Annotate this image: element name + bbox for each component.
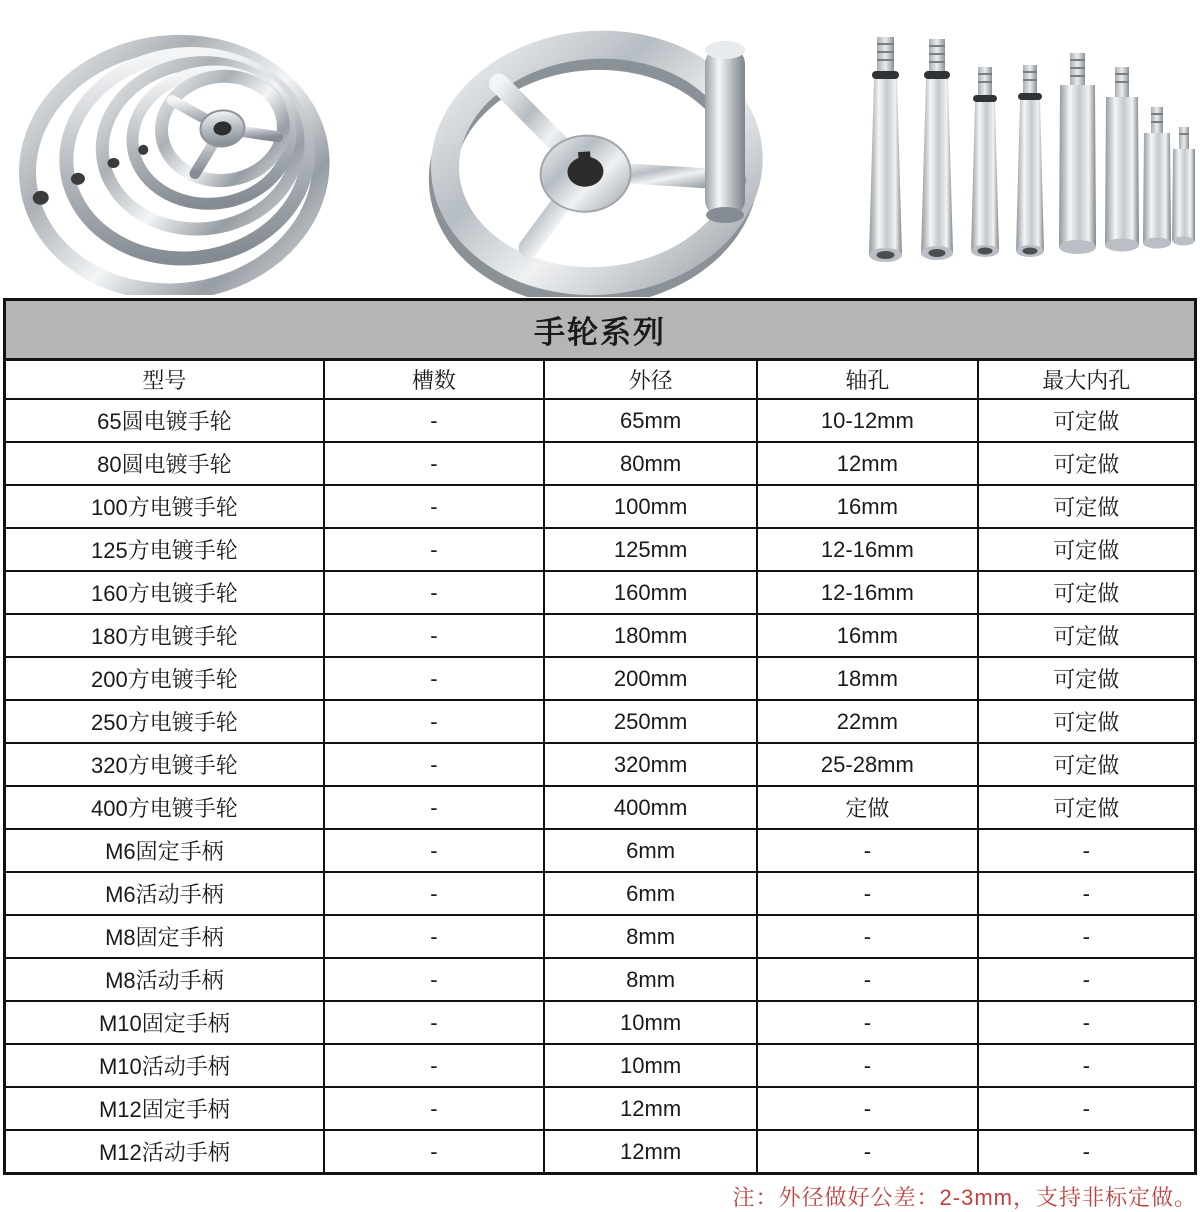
table-cell: - — [757, 1044, 977, 1087]
table-row — [5, 614, 1196, 657]
table-cell: 180方电镀手轮 — [5, 614, 324, 657]
column-header-shaft-hole: 轴孔 — [757, 360, 977, 400]
table-row — [5, 571, 1196, 614]
table-row — [5, 657, 1196, 700]
column-header-model: 型号 — [5, 360, 324, 400]
table-cell: 定做 — [757, 786, 977, 829]
table-cell: 可定做 — [978, 399, 1196, 442]
table-cell: - — [757, 958, 977, 1001]
table-cell: 12-16mm — [757, 528, 977, 571]
table-row — [5, 872, 1196, 915]
table-cell: M8固定手柄 — [5, 915, 324, 958]
table-row — [5, 958, 1196, 1001]
handle-1 — [869, 37, 902, 262]
table-cell: - — [324, 1130, 544, 1174]
table-cell: - — [324, 915, 544, 958]
table-cell: - — [324, 829, 544, 872]
table-cell: 可定做 — [978, 743, 1196, 786]
table-cell: 25-28mm — [757, 743, 977, 786]
table-cell: 65圆电镀手轮 — [5, 399, 324, 442]
table-cell: - — [978, 1087, 1196, 1130]
table-cell: - — [324, 571, 544, 614]
table-cell: - — [324, 786, 544, 829]
table-cell: - — [978, 958, 1196, 1001]
table-cell: 125方电镀手轮 — [5, 528, 324, 571]
table-row — [5, 399, 1196, 442]
table-cell: - — [978, 1001, 1196, 1044]
table-cell: 180mm — [544, 614, 757, 657]
table-cell: 8mm — [544, 958, 757, 1001]
table-cell: 65mm — [544, 399, 757, 442]
table-cell: 320方电镀手轮 — [5, 743, 324, 786]
handle-5 — [1059, 53, 1096, 254]
table-row — [5, 1087, 1196, 1130]
table-cell: 16mm — [757, 614, 977, 657]
table-cell: M10固定手柄 — [5, 1001, 324, 1044]
spec-table-body — [5, 399, 1196, 1174]
table-cell: 可定做 — [978, 614, 1196, 657]
table-cell: 18mm — [757, 657, 977, 700]
table-cell: 8mm — [544, 915, 757, 958]
handle-7 — [1143, 107, 1171, 249]
table-cell: 22mm — [757, 700, 977, 743]
table-cell: 可定做 — [978, 786, 1196, 829]
handwheel-stack-image — [15, 15, 345, 295]
table-cell: - — [757, 829, 977, 872]
table-row — [5, 743, 1196, 786]
table-cell: - — [324, 1087, 544, 1130]
table-cell: - — [324, 399, 544, 442]
handwheel-with-handle-image — [405, 5, 795, 297]
table-cell: - — [324, 528, 544, 571]
table-cell: 250mm — [544, 700, 757, 743]
table-cell: M10活动手柄 — [5, 1044, 324, 1087]
table-cell: 可定做 — [978, 528, 1196, 571]
table-cell: - — [757, 872, 977, 915]
spec-table — [3, 298, 1197, 1175]
table-cell: 100mm — [544, 485, 757, 528]
table-cell: 100方电镀手轮 — [5, 485, 324, 528]
table-title-row — [5, 300, 1196, 360]
table-cell: - — [324, 743, 544, 786]
handle-4 — [1016, 65, 1044, 257]
table-cell: 可定做 — [978, 571, 1196, 614]
product-photos — [0, 0, 1200, 298]
table-cell: - — [324, 872, 544, 915]
table-cell: 400mm — [544, 786, 757, 829]
table-row — [5, 1130, 1196, 1174]
table-cell: - — [324, 485, 544, 528]
table-cell: 可定做 — [978, 657, 1196, 700]
table-cell: - — [324, 614, 544, 657]
table-cell: 160方电镀手轮 — [5, 571, 324, 614]
table-cell: 可定做 — [978, 442, 1196, 485]
table-cell: - — [757, 1130, 977, 1174]
table-cell: 10mm — [544, 1044, 757, 1087]
table-cell: 250方电镀手轮 — [5, 700, 324, 743]
table-cell: 200方电镀手轮 — [5, 657, 324, 700]
table-cell: 10mm — [544, 1001, 757, 1044]
table-cell: M6活动手柄 — [5, 872, 324, 915]
table-cell: 320mm — [544, 743, 757, 786]
tolerance-note: 注：外径做好公差：2-3mm，支持非标定做。 — [732, 1185, 1197, 1210]
table-cell: - — [324, 958, 544, 1001]
table-cell: 12mm — [544, 1087, 757, 1130]
table-cell: 400方电镀手轮 — [5, 786, 324, 829]
table-cell: M8活动手柄 — [5, 958, 324, 1001]
table-cell: - — [978, 829, 1196, 872]
table-cell: 12-16mm — [757, 571, 977, 614]
table-row — [5, 1044, 1196, 1087]
handle-8 — [1172, 127, 1195, 246]
table-row — [5, 700, 1196, 743]
table-cell: M6固定手柄 — [5, 829, 324, 872]
table-cell: - — [757, 1087, 977, 1130]
table-row — [5, 829, 1196, 872]
table-cell: M12固定手柄 — [5, 1087, 324, 1130]
table-cell: 160mm — [544, 571, 757, 614]
table-row — [5, 442, 1196, 485]
column-header-outer-dia: 外径 — [544, 360, 757, 400]
table-cell: M12活动手柄 — [5, 1130, 324, 1174]
handle-2 — [921, 39, 953, 260]
table-cell: 6mm — [544, 829, 757, 872]
table-cell: - — [978, 1130, 1196, 1174]
table-cell: 可定做 — [978, 700, 1196, 743]
table-cell: - — [324, 1044, 544, 1087]
column-header-max-bore: 最大内孔 — [978, 360, 1196, 400]
table-header-row — [5, 360, 1196, 400]
table-row — [5, 915, 1196, 958]
table-title: 手轮系列 — [5, 300, 1196, 360]
table-cell: 200mm — [544, 657, 757, 700]
table-cell: - — [978, 1044, 1196, 1087]
table-cell: 12mm — [544, 1130, 757, 1174]
table-cell: 125mm — [544, 528, 757, 571]
handle-6 — [1105, 67, 1139, 252]
table-row — [5, 528, 1196, 571]
table-cell: 可定做 — [978, 485, 1196, 528]
table-cell: 80圆电镀手轮 — [5, 442, 324, 485]
table-cell: 6mm — [544, 872, 757, 915]
table-cell: - — [757, 915, 977, 958]
table-row — [5, 485, 1196, 528]
table-cell: - — [324, 657, 544, 700]
table-row — [5, 786, 1196, 829]
table-cell: - — [324, 700, 544, 743]
table-cell: - — [324, 1001, 544, 1044]
table-cell: 80mm — [544, 442, 757, 485]
table-cell: - — [978, 872, 1196, 915]
table-row — [5, 1001, 1196, 1044]
table-cell: - — [324, 442, 544, 485]
column-header-slots: 槽数 — [324, 360, 544, 400]
table-cell: - — [978, 915, 1196, 958]
table-cell: 12mm — [757, 442, 977, 485]
table-cell: 10-12mm — [757, 399, 977, 442]
table-cell: - — [757, 1001, 977, 1044]
handle-3 — [971, 67, 999, 257]
table-cell: 16mm — [757, 485, 977, 528]
handle-set-image — [845, 25, 1195, 275]
